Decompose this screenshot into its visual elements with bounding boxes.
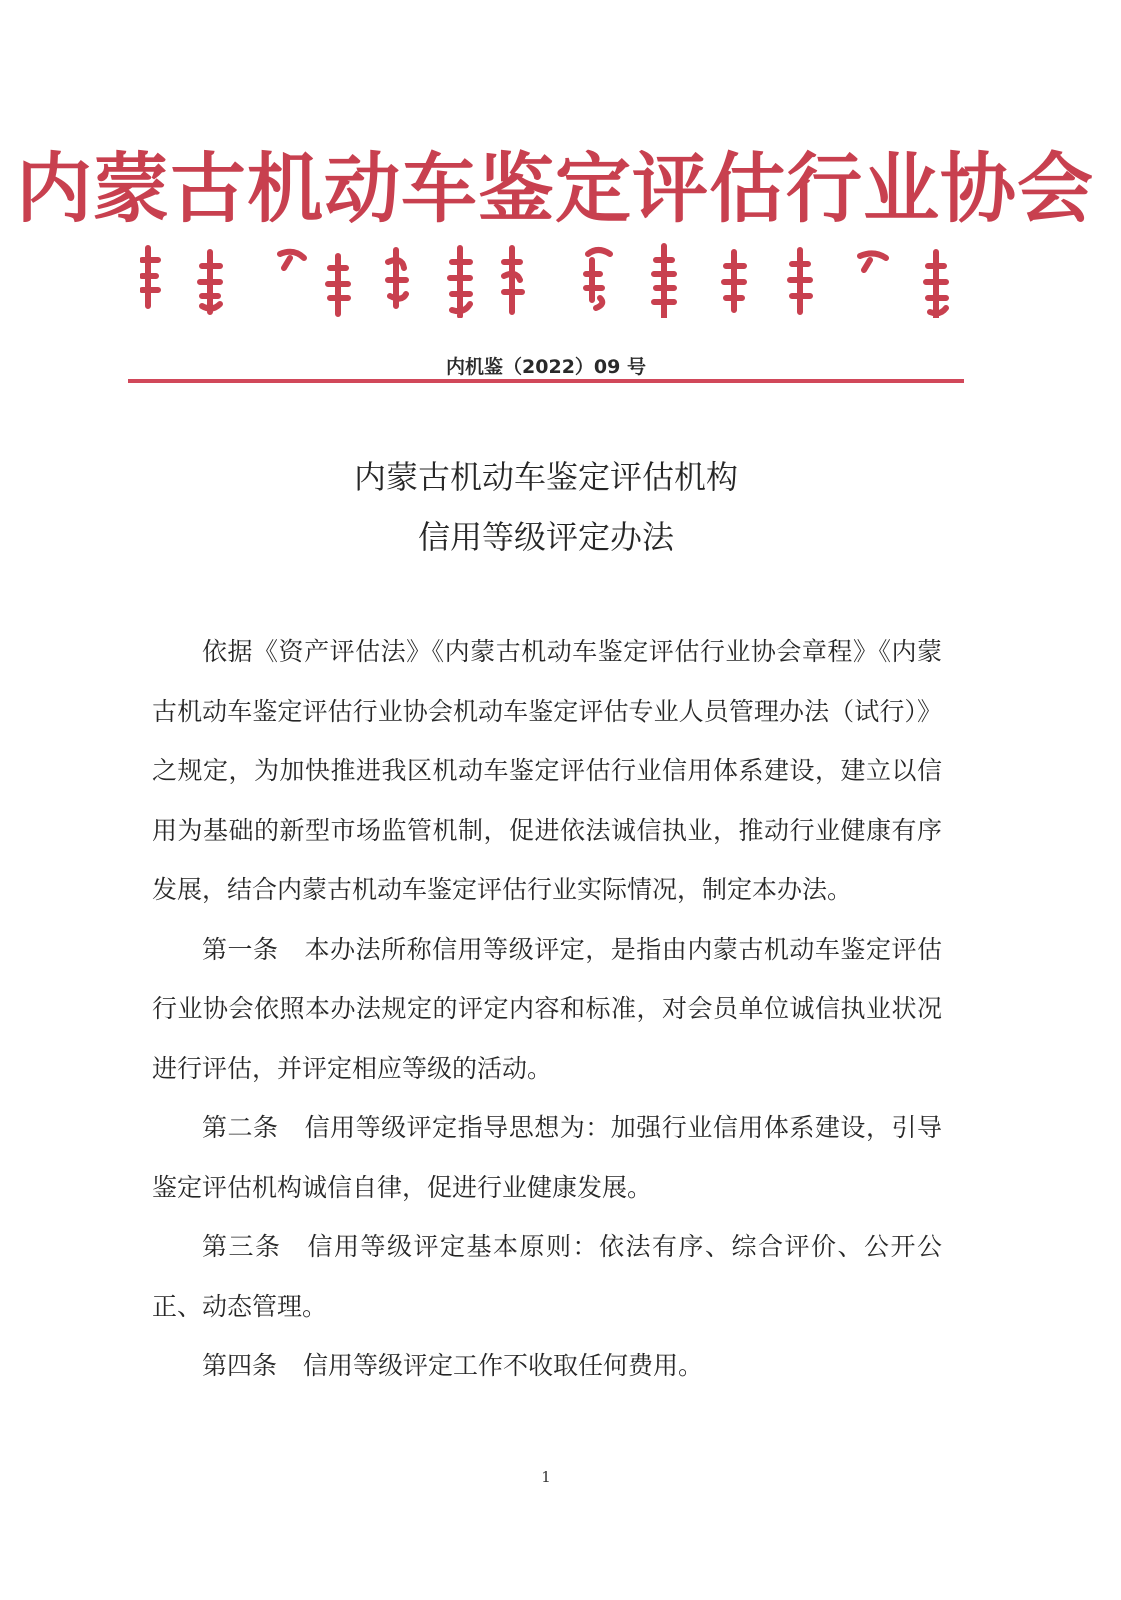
document-number: 内机鉴（2022）09 号 [446, 356, 646, 378]
article-label: 第三条 [202, 1232, 282, 1261]
document-title-line-2: 信用等级评定办法 [417, 518, 674, 556]
article-2 [152, 1098, 942, 1217]
intro-paragraph: 依据《资产评估法》《内蒙古机动车鉴定评估行业协会章程》《内蒙古机动车鉴定评估行业协会机动车鉴定评估专业人员管理办法（试行）》之规定，为加快推进我区机动车鉴定评估行业信用体系建设，建立以信用为基础的新型市场监管机制，促进依法诚信执业，推动行业健康有序发展，结合内蒙古机动车鉴定评估行业实际情况，制定本办法。 [152, 637, 942, 904]
article-label: 第二条 [202, 1113, 279, 1142]
article-text: 信用等级评定指导思想为：加强行业信用体系建设，引导鉴定评估机构诚信自律，促进行业健康发展。 [152, 1113, 942, 1202]
document-body [152, 622, 942, 1396]
article-3 [152, 1217, 942, 1336]
article-1 [152, 920, 942, 1099]
mongolian-script-graphic [140, 238, 960, 318]
article-text: 本办法所称信用等级评定，是指由内蒙古机动车鉴定评估行业协会依照本办法规定的评定内容和标准，对会员单位诚信执业状况进行评估，并评定相应等级的活动。 [152, 934, 942, 1083]
article-4 [152, 1336, 942, 1396]
red-header-divider [128, 379, 964, 383]
mongolian-script-logo [140, 238, 960, 318]
article-text: 信用等级评定基本原则：依法有序、综合评价、公开公正、动态管理。 [152, 1232, 942, 1321]
document-title-line-1: 内蒙古机动车鉴定评估机构 [353, 458, 738, 496]
article-label: 第四条 [202, 1351, 278, 1380]
article-label: 第一条 [202, 934, 279, 964]
org-name-header: 内蒙古机动车鉴定评估行业协会 [16, 144, 1094, 233]
page-number: 1 [541, 1468, 551, 1486]
article-text: 信用等级评定工作不收取任何费用。 [303, 1351, 704, 1380]
